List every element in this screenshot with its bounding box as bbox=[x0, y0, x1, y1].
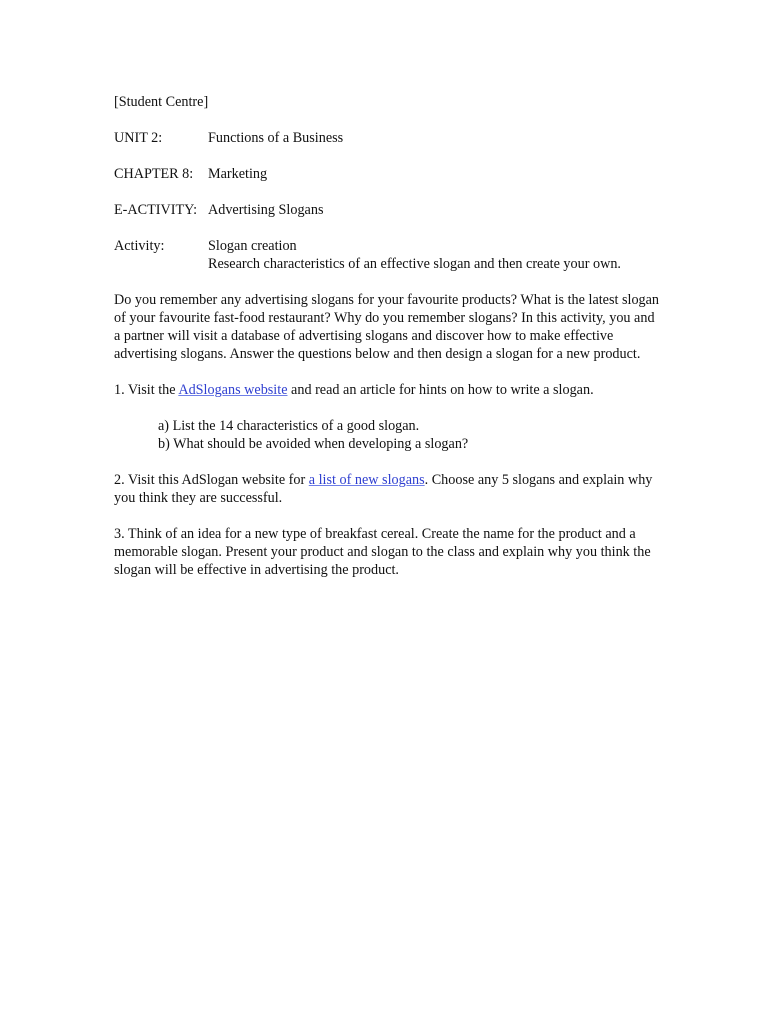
chapter-value: Marketing bbox=[208, 166, 268, 182]
activity-row-2 bbox=[114, 255, 674, 273]
unit-row bbox=[114, 129, 674, 147]
q2-text-before: 2. Visit this AdSlogan website for bbox=[114, 472, 309, 488]
activity-row bbox=[114, 237, 674, 255]
chapter-row bbox=[114, 165, 674, 183]
question-3: 3. Think of an idea for a new type of breakfast cereal. Create the name for the product and a memorable slogan. Present your product and slogan to the class and explain why you think the slogan will be effective in advertising the product. bbox=[114, 526, 651, 578]
q2-text-after: . Choose any 5 slogans and explain why you think they are successful. bbox=[114, 472, 653, 506]
activity-value-1: Slogan creation bbox=[208, 238, 297, 254]
site-label: [Student Centre] bbox=[114, 94, 209, 110]
q1-text-after: and read an article for hints on how to write a slogan. bbox=[287, 382, 594, 398]
activity-key: Activity: bbox=[114, 238, 165, 254]
eactivity-value: Advertising Slogans bbox=[208, 202, 324, 218]
activity-spacer bbox=[114, 255, 208, 273]
new-slogans-link[interactable]: a list of new slogans bbox=[308, 472, 425, 488]
adslogans-website-link[interactable]: AdSlogans website bbox=[178, 382, 288, 398]
intro-paragraph: Do you remember any advertising slogans for your favourite products? What is the latest slogan of your favourite fast-food restaurant? Why do you remember slogans? In this activity, you and a partner will visit a database of advertising slogans and discover how to make effective advertising slogans. Answer the questions below and then design a slogan for a new product. bbox=[114, 292, 660, 362]
document-page bbox=[114, 93, 674, 579]
activity-value-2: Research characteristics of an effective slogan and then create your own. bbox=[208, 256, 621, 272]
q1-part-a: a) List the 14 characteristics of a good slogan. bbox=[158, 418, 420, 434]
unit-value: Functions of a Business bbox=[208, 130, 344, 146]
unit-key: UNIT 2: bbox=[114, 130, 163, 146]
chapter-key: CHAPTER 8: bbox=[114, 166, 194, 182]
eactivity-key: E-ACTIVITY: bbox=[114, 202, 198, 218]
eactivity-row bbox=[114, 201, 674, 219]
question-2 bbox=[114, 471, 664, 507]
q1-part-b: b) What should be avoided when developing a slogan? bbox=[158, 436, 469, 452]
q1-text-before: 1. Visit the bbox=[114, 382, 179, 398]
question-1 bbox=[114, 381, 664, 399]
